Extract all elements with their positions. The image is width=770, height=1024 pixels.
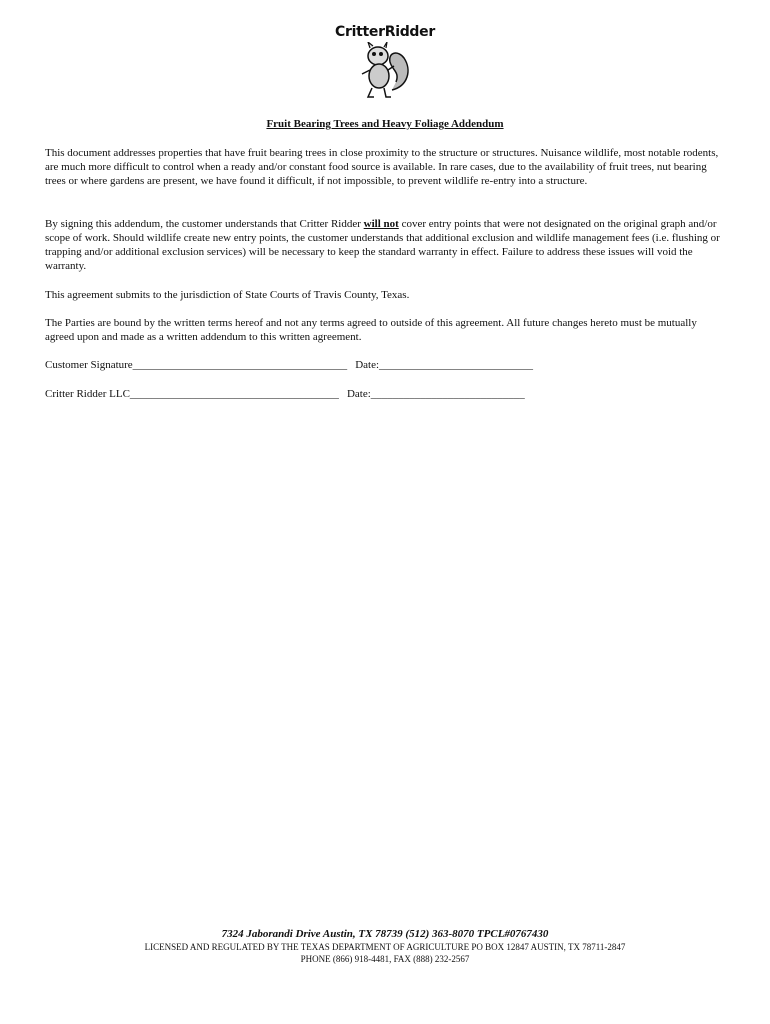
footer-phone: PHONE (866) 918-4481, FAX (888) 232-2567 [300,954,470,964]
customer-date-field[interactable]: Date:____________________________ [355,359,534,371]
footer-address: 7324 Jaborandi Drive Austin, TX 78739 (512) 363-8070 TPCL#0767430 [221,928,549,940]
company-signature-field[interactable]: Critter Ridder LLC______________________________________ [45,388,339,400]
paragraph-terms: The Parties are bound by the written terms hereof and not any terms agreed to outside of this agreement. All future changes hereto must be mutually agreed upon and made as a written addendum to this written agreement. [45,317,697,343]
paragraph-food-source: This document addresses properties that have fruit bearing trees in close proximity to the structure or structures. Nuisance wildlife, most notable rodents, are much more difficult to control when a ready and/or constant food source is available. In rare cases, due to the availability of fruit trees, nut bearing trees or where gardens are present, we have found it difficult, if not impossible, to prevent wildlife re-entry into a structure. [45,147,719,187]
company-logo [330,24,440,100]
paragraph-entry-points [45,217,725,273]
paragraph-entry-points-end: cover entry points that were not designated on the original graph and/or scope of work. Should wildlife create new entry points, the customer understands that additional exclusion and wildlife management fees (i.e. flushing or trapping and/or additional exclusion services) will be necessary to keep the standard warranty in effect. Failure to address these issues will void the warranty. [45,218,720,272]
customer-signature-row [45,359,533,371]
document-title: Fruit Bearing Trees and Heavy Foliage Addendum [266,118,504,130]
will-not-emphasis: will not [363,218,399,230]
paragraph-jurisdiction: This agreement submits to the jurisdiction of State Courts of Travis County, Texas. [45,289,410,301]
customer-signature-field[interactable]: Customer Signature_______________________________________ [45,359,348,371]
logo-text: CritterRidder [335,24,435,40]
paragraph-entry-points-start: By signing this addendum, the customer understands that Critter Ridder [45,218,364,230]
squirrel-mascot-icon [358,42,412,100]
company-signature-row [45,388,525,400]
footer-license: LICENSED AND REGULATED BY THE TEXAS DEPARTMENT OF AGRICULTURE PO BOX 12847 AUSTIN, TX 78711-2847 [144,942,626,952]
company-date-field[interactable]: Date:____________________________ [346,388,525,400]
